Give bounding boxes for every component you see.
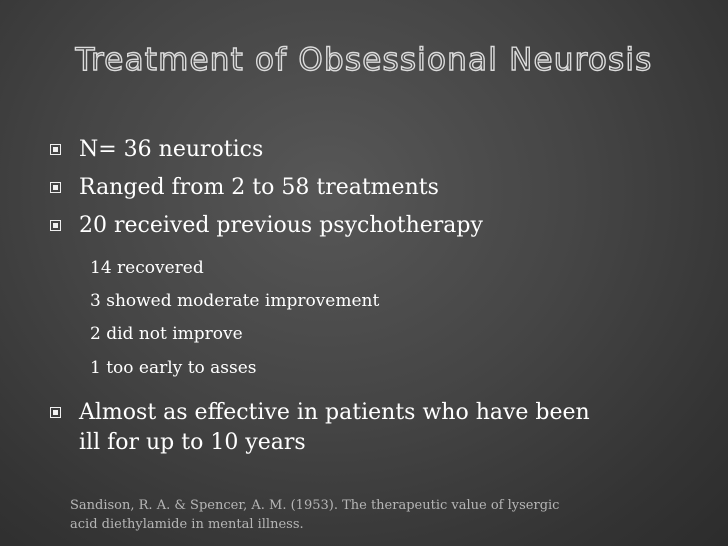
checkbox-bullet-icon [50,220,61,231]
sub-item: 1 too early to asses [90,358,257,378]
bullet-text [79,398,590,458]
bullet-item [50,173,708,203]
checkbox-bullet-icon [50,144,61,155]
bullet-item [50,135,708,165]
bullet-text: 20 received previous psychotherapy [79,213,483,238]
bullet-item [50,211,708,241]
checkbox-bullet-icon [50,182,61,193]
bullet-item [50,398,708,458]
bullet-text: Ranged from 2 to 58 treatments [79,175,439,200]
citation-line: acid diethylamide in mental illness. [70,517,304,532]
sub-item: 14 recovered [90,258,204,278]
sub-item: 2 did not improve [90,324,243,344]
bullet-text-line: Almost as effective in patients who have been [79,400,590,425]
slide-title: Treatment of Obsessional Neurosis [75,42,653,78]
checkbox-bullet-icon [50,407,61,418]
citation-line: Sandison, R. A. & Spencer, A. M. (1953). The therapeutic value of lysergic [70,498,560,513]
bullet-text-line: ill for up to 10 years [79,430,306,455]
bullet-text: N= 36 neurotics [79,137,264,162]
citation [70,496,630,534]
sub-item: 3 showed moderate improvement [90,291,380,311]
